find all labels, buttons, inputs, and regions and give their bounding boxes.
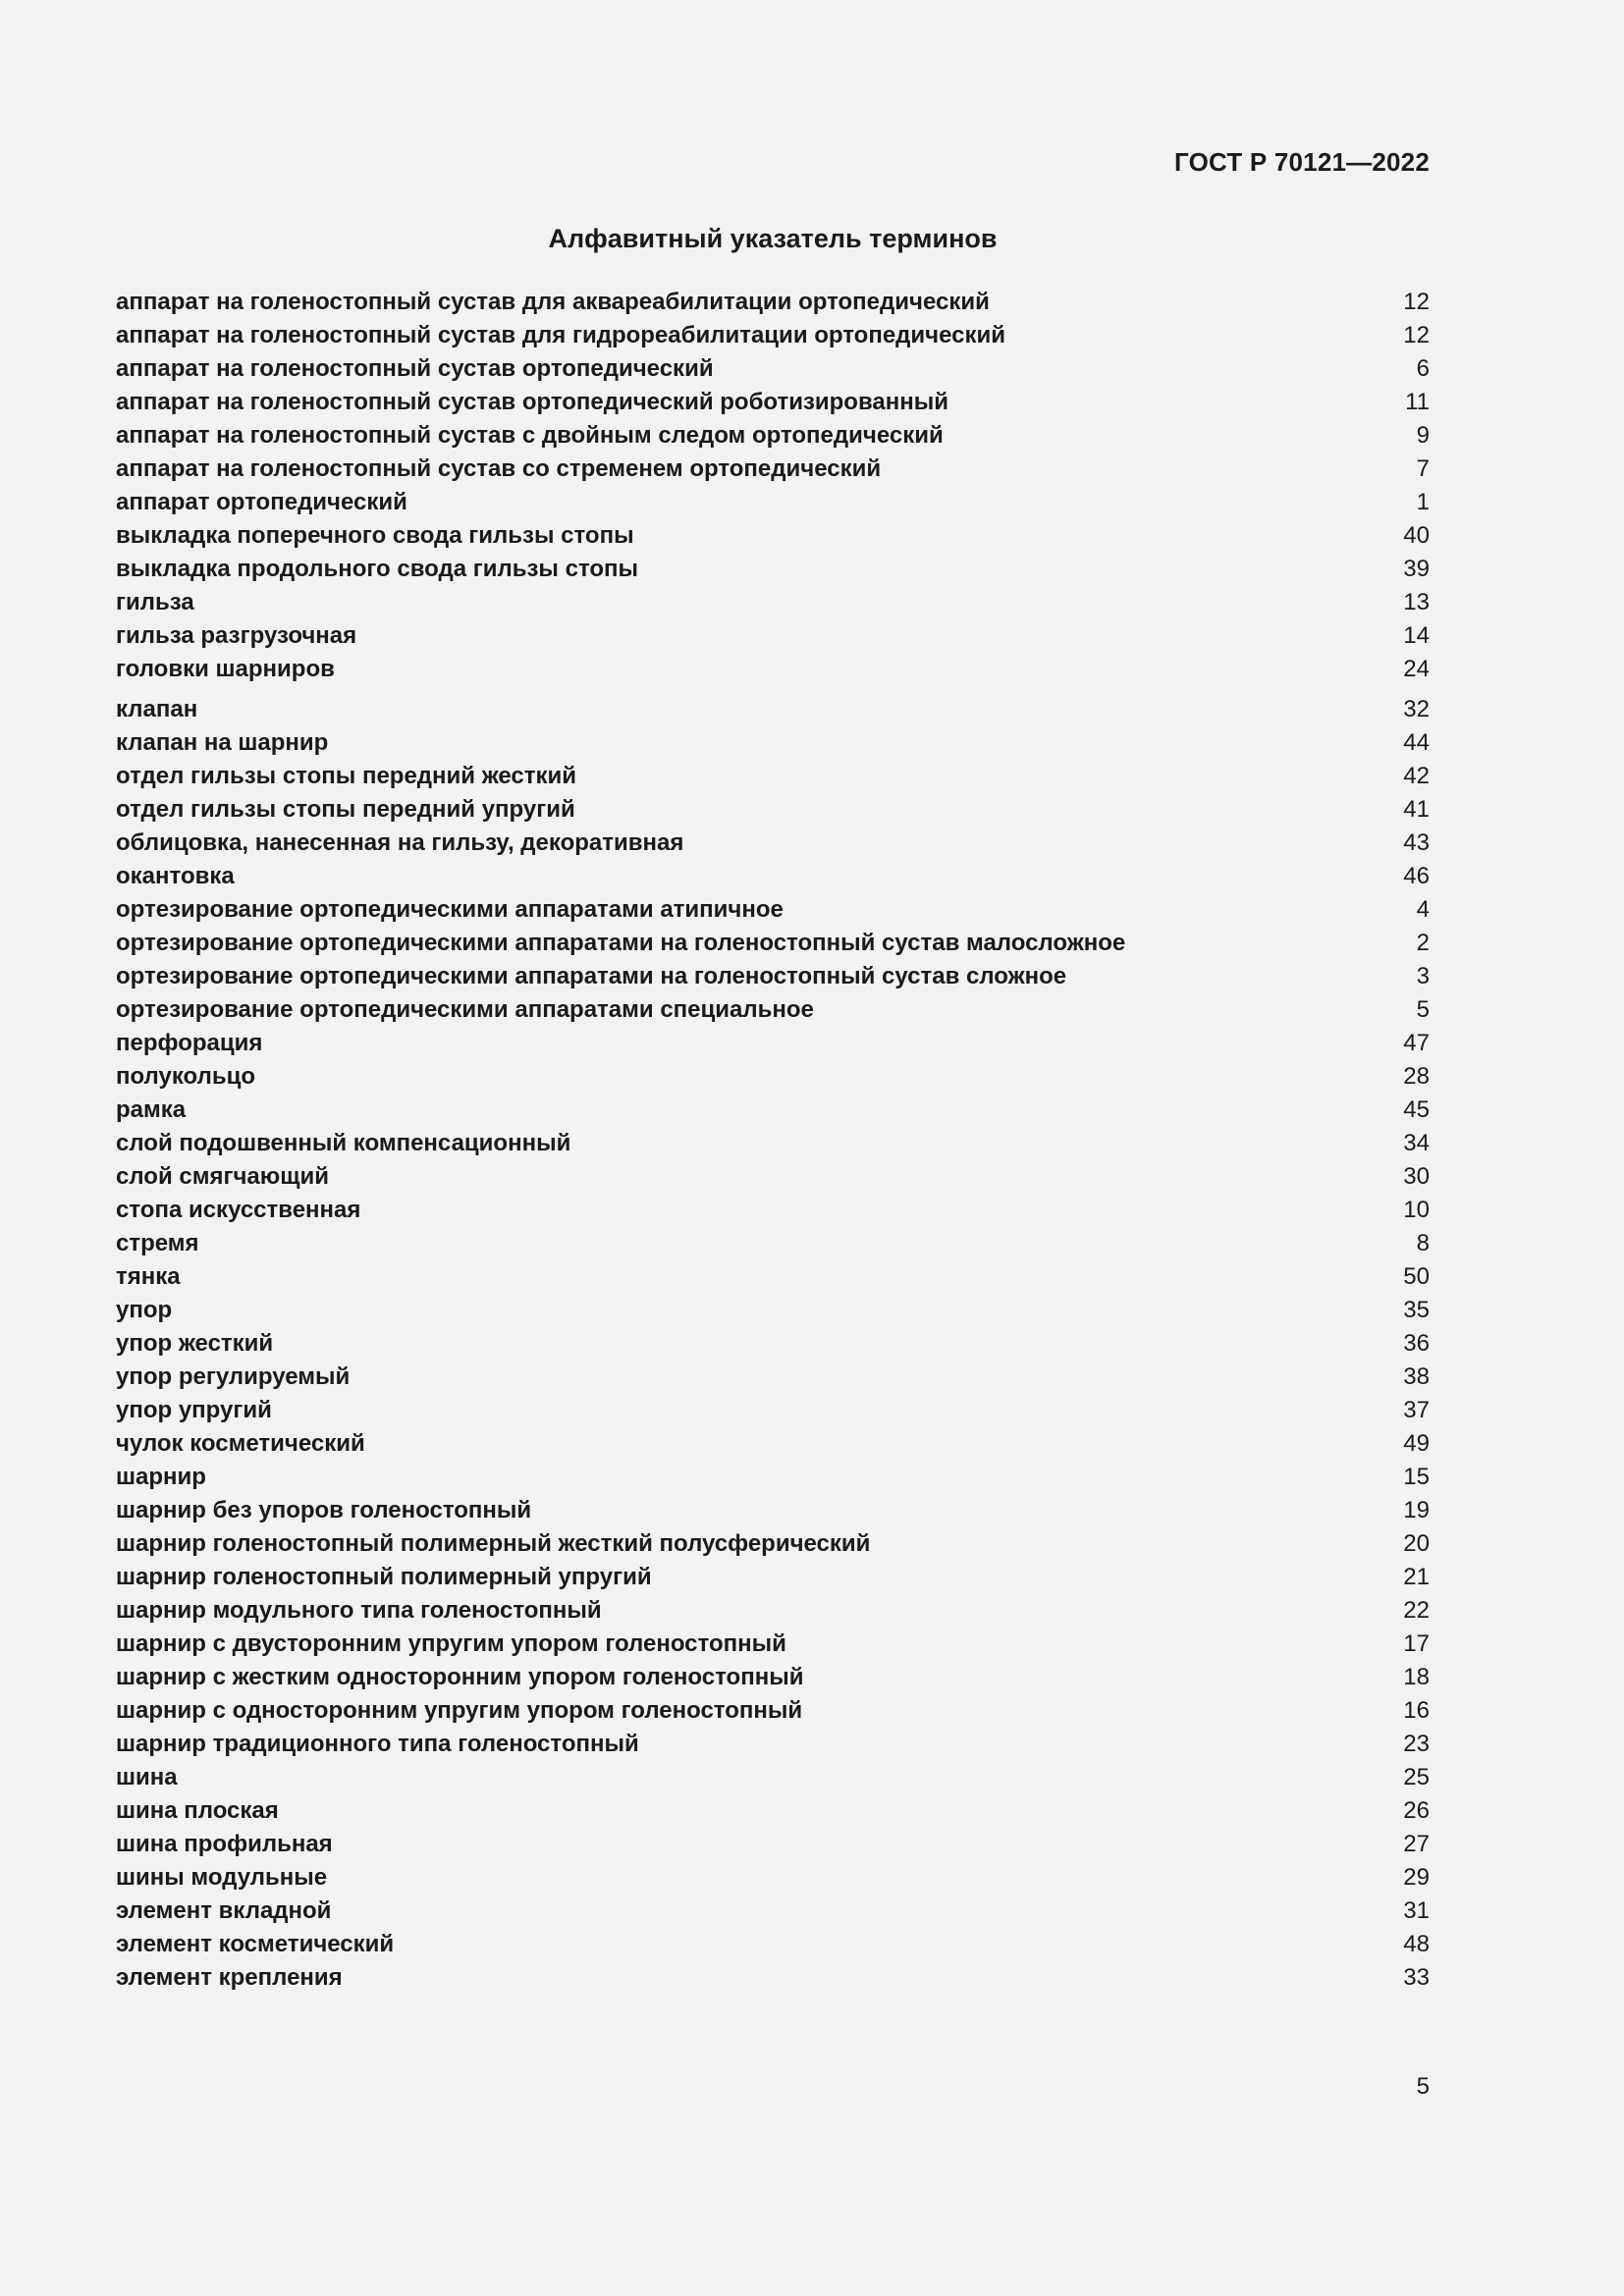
index-entry xyxy=(116,619,1430,653)
index-entry xyxy=(116,1394,1430,1427)
index-entry xyxy=(116,653,1430,686)
term-text: головки шарниров xyxy=(116,656,335,682)
term-text: чулок косметический xyxy=(116,1430,365,1457)
term-number: 17 xyxy=(1403,1630,1430,1657)
term-text: отдел гильзы стопы передний жесткий xyxy=(116,763,577,789)
term-text: аппарат на голеностопный сустав для аквареабилитации ортопедический xyxy=(116,289,990,315)
term-number: 20 xyxy=(1403,1530,1430,1557)
index-entry xyxy=(116,586,1430,619)
index-entry xyxy=(116,893,1430,927)
term-number: 1 xyxy=(1416,489,1430,515)
term-number: 36 xyxy=(1403,1330,1430,1357)
index-entry xyxy=(116,1194,1430,1227)
term-number: 49 xyxy=(1403,1430,1430,1457)
term-number: 6 xyxy=(1416,355,1430,382)
index-entry xyxy=(116,1327,1430,1361)
term-number: 11 xyxy=(1405,389,1430,415)
term-text: тянка xyxy=(116,1263,181,1290)
term-text: гильза разгрузочная xyxy=(116,622,357,649)
term-text: рамка xyxy=(116,1096,187,1123)
term-number: 25 xyxy=(1403,1764,1430,1790)
term-text: выкладка поперечного свода гильзы стопы xyxy=(116,522,634,549)
term-text: аппарат на голеностопный сустав для гидрореабилитации ортопедический xyxy=(116,322,1005,348)
term-number: 18 xyxy=(1403,1664,1430,1690)
index-entry xyxy=(116,827,1430,860)
index-entry xyxy=(116,1060,1430,1094)
term-number: 2 xyxy=(1416,930,1430,956)
term-text: шина плоская xyxy=(116,1797,279,1824)
term-text: упор упругий xyxy=(116,1397,272,1423)
index-entry xyxy=(116,1594,1430,1628)
term-text: аппарат на голеностопный сустав со стременем ортопедический xyxy=(116,455,882,482)
term-text: шарнир голеностопный полимерный упругий xyxy=(116,1564,652,1590)
term-text: окантовка xyxy=(116,863,235,889)
index-entry xyxy=(116,793,1430,827)
term-text: элемент косметический xyxy=(116,1931,395,1957)
term-text: ортезирование ортопедическими аппаратами на голеностопный сустав малосложное xyxy=(116,930,1126,956)
index-entry xyxy=(116,1561,1430,1594)
term-number: 8 xyxy=(1416,1230,1430,1256)
index-entry xyxy=(116,386,1430,419)
term-text: шарнир с двусторонним упругим упором голеностопный xyxy=(116,1630,786,1657)
term-number: 41 xyxy=(1403,796,1430,823)
term-number: 26 xyxy=(1403,1797,1430,1824)
index-entry xyxy=(116,960,1430,993)
index-entry xyxy=(116,1227,1430,1260)
term-number: 28 xyxy=(1403,1063,1430,1090)
term-text: ортезирование ортопедическими аппаратами специальное xyxy=(116,996,814,1023)
term-text: облицовка, нанесенная на гильзу, декоративная xyxy=(116,829,684,856)
term-number: 47 xyxy=(1403,1030,1430,1056)
term-number: 21 xyxy=(1403,1564,1430,1590)
term-text: клапан xyxy=(116,696,198,722)
term-number: 37 xyxy=(1403,1397,1430,1423)
term-text: упор жесткий xyxy=(116,1330,274,1357)
term-number: 40 xyxy=(1403,522,1430,549)
term-number: 22 xyxy=(1403,1597,1430,1624)
term-text: аппарат ортопедический xyxy=(116,489,407,515)
term-text: стремя xyxy=(116,1230,199,1256)
term-number: 19 xyxy=(1403,1497,1430,1523)
term-number: 38 xyxy=(1403,1363,1430,1390)
term-number: 35 xyxy=(1403,1297,1430,1323)
index-entry xyxy=(116,726,1430,760)
term-number: 4 xyxy=(1416,896,1430,923)
index-entry xyxy=(116,1527,1430,1561)
index-entry xyxy=(116,1728,1430,1761)
index-entry xyxy=(116,419,1430,453)
term-number: 16 xyxy=(1403,1697,1430,1724)
term-number: 10 xyxy=(1403,1197,1430,1223)
index-entry xyxy=(116,1260,1430,1294)
term-number: 27 xyxy=(1403,1831,1430,1857)
term-number: 33 xyxy=(1403,1964,1430,1991)
index-entry xyxy=(116,993,1430,1027)
term-number: 48 xyxy=(1403,1931,1430,1957)
document-code: ГОСТ Р 70121—2022 xyxy=(1174,147,1430,177)
index-entry xyxy=(116,1094,1430,1127)
term-number: 50 xyxy=(1403,1263,1430,1290)
term-number: 44 xyxy=(1403,729,1430,756)
term-number: 31 xyxy=(1403,1897,1430,1924)
index-entry xyxy=(116,1694,1430,1728)
index-entry xyxy=(116,1628,1430,1661)
term-text: шина xyxy=(116,1764,178,1790)
index-title: Алфавитный указатель терминов xyxy=(548,224,998,253)
term-text: упор xyxy=(116,1297,173,1323)
term-number: 34 xyxy=(1403,1130,1430,1156)
term-number: 24 xyxy=(1403,656,1430,682)
term-text: шарнир голеностопный полимерный жесткий полусферический xyxy=(116,1530,871,1557)
index-entry xyxy=(116,1494,1430,1527)
term-number: 45 xyxy=(1403,1096,1430,1123)
term-number: 42 xyxy=(1403,763,1430,789)
term-number: 30 xyxy=(1403,1163,1430,1190)
term-number: 13 xyxy=(1403,589,1430,615)
term-number: 14 xyxy=(1403,622,1430,649)
term-text: элемент вкладной xyxy=(116,1897,332,1924)
term-number: 9 xyxy=(1416,422,1430,449)
term-number: 46 xyxy=(1403,863,1430,889)
term-number: 39 xyxy=(1403,556,1430,582)
term-number: 15 xyxy=(1403,1464,1430,1490)
index-entry xyxy=(116,927,1430,960)
term-number: 5 xyxy=(1416,996,1430,1023)
index-entry xyxy=(116,1361,1430,1394)
index-entry xyxy=(116,1828,1430,1861)
term-number: 7 xyxy=(1416,455,1430,482)
index-entry xyxy=(116,860,1430,893)
index-entry xyxy=(116,1861,1430,1895)
term-number: 29 xyxy=(1403,1864,1430,1891)
term-number: 12 xyxy=(1403,289,1430,315)
index-entry xyxy=(116,760,1430,793)
index-entry xyxy=(116,453,1430,486)
index-entry xyxy=(116,486,1430,519)
term-text: шарнир xyxy=(116,1464,206,1490)
term-text: ортезирование ортопедическими аппаратами атипичное xyxy=(116,896,784,923)
term-text: клапан на шарнир xyxy=(116,729,329,756)
index-entry xyxy=(116,319,1430,352)
term-text: шины модульные xyxy=(116,1864,328,1891)
term-text: слой смягчающий xyxy=(116,1163,329,1190)
index-entry xyxy=(116,1928,1430,1961)
term-text: шарнир модульного типа голеностопный xyxy=(116,1597,602,1624)
index-entry xyxy=(116,1127,1430,1160)
index-entry xyxy=(116,1294,1430,1327)
term-text: полукольцо xyxy=(116,1063,256,1090)
term-text: шина профильная xyxy=(116,1831,333,1857)
index-entry xyxy=(116,1961,1430,1995)
term-text: гильза xyxy=(116,589,194,615)
index-entry xyxy=(116,1427,1430,1461)
term-number: 32 xyxy=(1403,696,1430,722)
index-entry xyxy=(116,286,1430,319)
term-number: 43 xyxy=(1403,829,1430,856)
index-entry xyxy=(116,519,1430,553)
term-text: отдел гильзы стопы передний упругий xyxy=(116,796,575,823)
term-number: 3 xyxy=(1416,963,1430,989)
term-number: 12 xyxy=(1403,322,1430,348)
term-index-list xyxy=(116,286,1430,1995)
page-number: 5 xyxy=(1416,2073,1430,2100)
term-text: стопа искусственная xyxy=(116,1197,361,1223)
term-text: шарнир без упоров голеностопный xyxy=(116,1497,532,1523)
term-text: слой подошвенный компенсационный xyxy=(116,1130,571,1156)
index-entry xyxy=(116,1027,1430,1060)
index-entry xyxy=(116,1761,1430,1794)
term-text: элемент крепления xyxy=(116,1964,343,1991)
term-text: аппарат на голеностопный сустав с двойным следом ортопедический xyxy=(116,422,944,449)
term-text: выкладка продольного свода гильзы стопы xyxy=(116,556,639,582)
term-text: шарнир с жестким односторонним упором голеностопный xyxy=(116,1664,804,1690)
term-text: упор регулируемый xyxy=(116,1363,351,1390)
index-entry xyxy=(116,1895,1430,1928)
term-text: ортезирование ортопедическими аппаратами на голеностопный сустав сложное xyxy=(116,963,1067,989)
index-entry xyxy=(116,693,1430,726)
term-text: шарнир с односторонним упругим упором голеностопный xyxy=(116,1697,803,1724)
term-text: аппарат на голеностопный сустав ортопедический xyxy=(116,355,714,382)
index-entry xyxy=(116,1160,1430,1194)
index-entry xyxy=(116,352,1430,386)
term-text: аппарат на голеностопный сустав ортопедический роботизированный xyxy=(116,389,948,415)
term-number: 23 xyxy=(1403,1731,1430,1757)
index-entry xyxy=(116,1794,1430,1828)
term-text: шарнир традиционного типа голеностопный xyxy=(116,1731,639,1757)
term-text: перфорация xyxy=(116,1030,263,1056)
index-entry xyxy=(116,1461,1430,1494)
index-entry xyxy=(116,1661,1430,1694)
index-entry xyxy=(116,553,1430,586)
